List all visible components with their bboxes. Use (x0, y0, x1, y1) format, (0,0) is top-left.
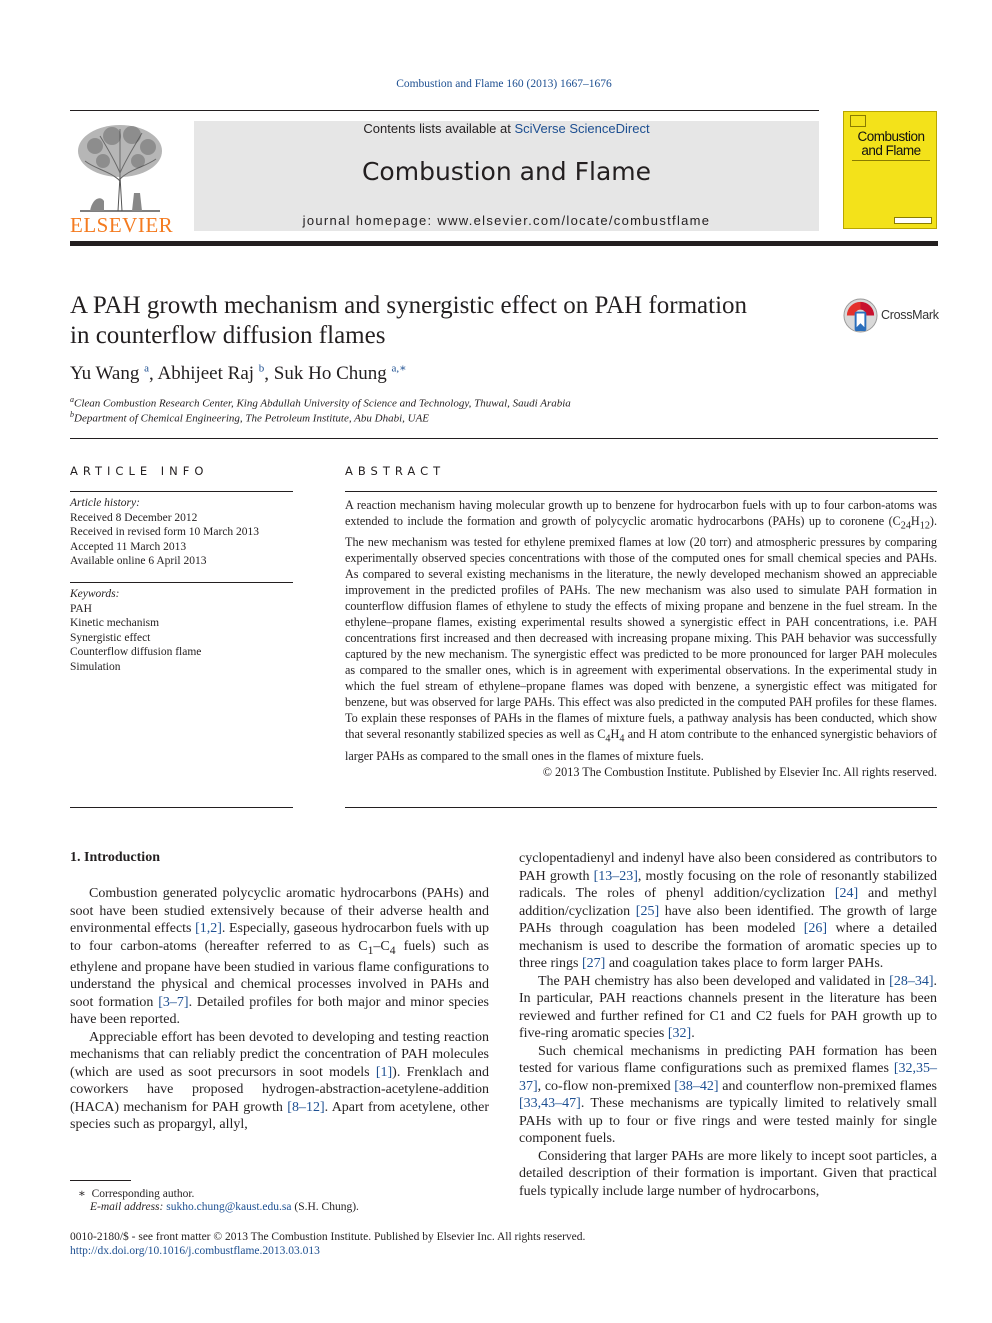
journal-title: Combustion and Flame (361, 157, 652, 186)
contents-prefix: Contents lists available at (363, 121, 515, 136)
history-online: Available online 6 April 2013 (70, 555, 207, 567)
cover-rule (852, 160, 930, 161)
intro-paragraph-2: Appreciable effort has been devoted to developing and testing reaction mechanisms that can reliably predict the concentration of PAH molecules (which are used as soot precursors in soot models [1]). Frenklach and coworkers have proposed hydrogen-abstraction-acetylene-addition (HACA) mechanism for PAH growth [8–12]. Apart from acetylene, other species such as propargyl, allyl, (70, 1029, 490, 1133)
footnote-rule (70, 1180, 131, 1181)
abstract-heading: ABSTRACT (345, 464, 446, 478)
intro-paragraph-1: Combustion generated polycyclic aromatic hydrocarbons (PAHs) and soot have been studied extensively because of their adverse health and environmental effects [1,2]. Especially, gaseous hydrocarbon fuels with up to four carbon-atoms (hereafter referred to as $C_1-C_4$ fuels) such as ethylene and propane have been studied in various flame configurations to understand the physical and chemical processes involved in PAHs and soot formation [3–7]. Detailed profiles for both major and minor species have been reported. (70, 886, 490, 1028)
keywords-label: Keywords: (70, 588, 120, 600)
intro-paragraph-3: The PAH chemistry has also been developed and validated in [28–34]. In particular, PAH reactions channels present in the literature has been reviewed and further refined for C1 and C2 fuels for PAH growth up to five-ring aromatic species [32]. (519, 973, 937, 1041)
article-info-rule-3 (70, 807, 293, 808)
affiliation-rule (70, 438, 938, 439)
keyword-item: Counterflow diffusion flame (70, 646, 202, 658)
ref-link[interactable]: [27] (581, 956, 606, 971)
ref-link[interactable]: [13–23] (593, 868, 638, 884)
ref-link[interactable]: [32,35–37] (519, 1061, 937, 1094)
doi-link[interactable]: http://dx.doi.org/10.1016/j.combustflame.2013.03.013 (70, 1245, 320, 1257)
article-title (70, 291, 810, 351)
abstract-rule-top (345, 491, 937, 492)
section-heading-introduction: 1. Introduction (70, 850, 160, 865)
title-line-2: in counterflow diffusion flames (70, 322, 386, 349)
intro-paragraph-4: Such chemical mechanisms in predicting PAH formation has been tested for various flame configurations such as premixed flames [32,35–37], co-flow non-premixed [38–42] and counterflow non-premixed flames [33,43–47]. These mechanisms are typically limited to relatively small PAHs with up to four or five rings and were tested mainly for single component fuels. (519, 1043, 937, 1146)
body-column-left (70, 885, 489, 1134)
footnote-email: E-mail address: sukho.chung@kaust.edu.sa (S.H. Chung). (90, 1201, 359, 1213)
intro-paragraph-5: Considering that larger PAHs are more likely to incept soot particles, a detailed description of their formation is important. Given that practical fuels typically include large number of hydrocarbons, (519, 1148, 937, 1199)
ref-link[interactable]: [38–42] (674, 1078, 719, 1094)
elsevier-wordmark: ELSEVIER (70, 213, 174, 237)
affiliation-b: $^b$Department of Chemical Engineering, The Petroleum Institute, Abu Dhabi, UAE (70, 410, 430, 425)
abstract-copyright: © 2013 The Combustion Institute. Published by Elsevier Inc. All rights reserved. (542, 764, 937, 779)
abstract-text: A reaction mechanism having molecular growth up to benzene for hydrocarbon fuels with up to four carbon-atoms was extended to include the formation and growth of polycyclic aromatic hydrocarbons (PAHs) up to coronene $(C_{24}H_{12})$. The new mechanism was tested for ethylene premixed flames at low (20 torr) and atmospheric pressures by comparing experimentally observed species concentrations with those of the computed ones for small chemical species and PAHs. As compared to several existing mechanisms in the literature, the newly developed mechanism showed an appreciable improvement in the predicted profiles of PAHs. The new mechanism was also used to simulate PAH formation in counterflow diffusion flames of ethylene to study the effects of mixing propane and benzene in the fuel stream. In the ethylene–propane flames, existing experimental results showed a synergistic effect in PAH concentrations, i.e. PAH concentrations first increased and then decreased with increasing propane mixing. This PAH behavior was successfully captured by the new mechanism. The synergistic effect was predicted to be more pronounced for larger PAH molecules as compared to the smaller ones, which is in agreement with experimental observations. In the experimental study in which the fuel stream of ethylene–propane flames was doped with benzene, a synergistic effect was mitigated for benzene, but was observed for large PAHs. This effect was also predicted in the computed PAH profiles for these flames. To explain these responses of PAHs in the flames of mixture fuels, a pathway analysis has been conducted, which show that several resonantly stabilized species as well as $C_4H_4$ and H atom contribute to the enhanced synergistic behaviors of larger PAHs as compared to the small ones in the flames of mixture fuels. © 2013 The Combustion Institute. Published by Elsevier Inc. All rights reserved. (345, 498, 937, 779)
history-accepted: Accepted 11 March 2013 (70, 540, 187, 553)
abstract-rule-bottom (345, 807, 937, 808)
crossmark-icon (843, 298, 878, 333)
sciencedirect-link[interactable]: SciVerse ScienceDirect (514, 121, 650, 136)
ref-link[interactable]: [1,2] (195, 921, 222, 936)
history-received: Received 8 December 2012 (70, 511, 198, 524)
contents-line (194, 121, 819, 136)
ref-link[interactable]: [26] (803, 921, 828, 936)
ref-link[interactable]: [28–34] (889, 973, 934, 989)
author-3[interactable]: Suk Ho Chung $^{a,∗}$ (273, 363, 407, 385)
homepage-prefix: journal homepage: (302, 213, 438, 228)
crossmark-label: CrossMark (881, 308, 939, 322)
ref-link[interactable]: [8–12] (287, 1099, 325, 1115)
homepage-url[interactable]: www.elsevier.com/locate/combustflame (437, 213, 711, 228)
ref-link[interactable]: [33,43–47] (519, 1096, 581, 1111)
keyword-item: Synergistic effect (70, 631, 151, 644)
keyword-item: Simulation (70, 660, 121, 673)
title-line-1: A PAH growth mechanism and synergistic effect on PAH formation (70, 292, 748, 319)
article-info-heading: ARTICLE INFO (70, 464, 209, 478)
history-revised: Received in revised form 10 March 2013 (70, 526, 260, 538)
journal-citation[interactable]: Combustion and Flame 160 (2013) 1667–1676 (396, 78, 612, 90)
header-thick-rule (70, 241, 938, 246)
elsevier-tree-icon (70, 121, 170, 213)
keyword-item: PAH (70, 602, 92, 615)
article-history (70, 496, 293, 569)
cover-title-line2: and Flame (861, 143, 921, 158)
cover-title-line1: Combustion (857, 129, 925, 144)
article-info-rule-1 (70, 491, 293, 492)
footnote-corresponding: ∗ Corresponding author. (78, 1188, 195, 1200)
author-2[interactable]: Abhijeet Raj $^b$ (157, 363, 265, 385)
intro-paragraph-2-cont: cyclopentadienyl and indenyl have also been considered as contributors to PAH growth [13–23], mostly focusing on the role of resonantly stabilized radicals. The roles of phenyl addition/cyclization [24] and methyl addition/cyclization [25] have also been identified. The growth of large PAHs through coagulation has been modeled [26] where a detailed mechanism is used to describe the formation of aromatic species up to three rings [27] and coagulation takes place to form larger PAHs. (519, 851, 938, 971)
affiliation-a: $^a$Clean Combustion Research Center, King Abdullah University of Science and Technology, Thuwal, Saudi Arabia (70, 395, 571, 410)
email-link[interactable]: sukho.chung@kaust.edu.sa (166, 1201, 292, 1213)
history-label: Article history: (70, 497, 140, 509)
ref-link[interactable]: [24] (834, 886, 859, 901)
body-column-right (519, 850, 937, 1200)
crossmark-button[interactable] (843, 297, 939, 333)
cover-logo-icon (850, 115, 866, 127)
elsevier-logo (70, 121, 174, 237)
ref-link[interactable]: [3–7] (158, 994, 189, 1010)
journal-cover-thumbnail[interactable] (843, 111, 937, 229)
cover-footer-box (894, 217, 932, 224)
journal-homepage (194, 213, 819, 228)
ref-link[interactable]: [25] (635, 903, 660, 919)
ref-link[interactable]: [32] (667, 1026, 692, 1041)
author-1[interactable]: Yu Wang $^a$ (70, 363, 150, 385)
keyword-item: Kinetic mechanism (70, 617, 160, 629)
issn-line: 0010-2180/$ - see front matter © 2013 The Combustion Institute. Published by Elsevier Inc. All rights reserved. (70, 1231, 586, 1243)
author-list: Yu Wang $^a$, Abhijeet Raj $^b$, Suk Ho Chung $^{a,∗}$ (70, 363, 407, 385)
header-top-rule (70, 110, 819, 111)
ref-link[interactable]: [1] (375, 1064, 393, 1080)
keywords (70, 587, 293, 674)
article-info-rule-2 (70, 582, 293, 583)
